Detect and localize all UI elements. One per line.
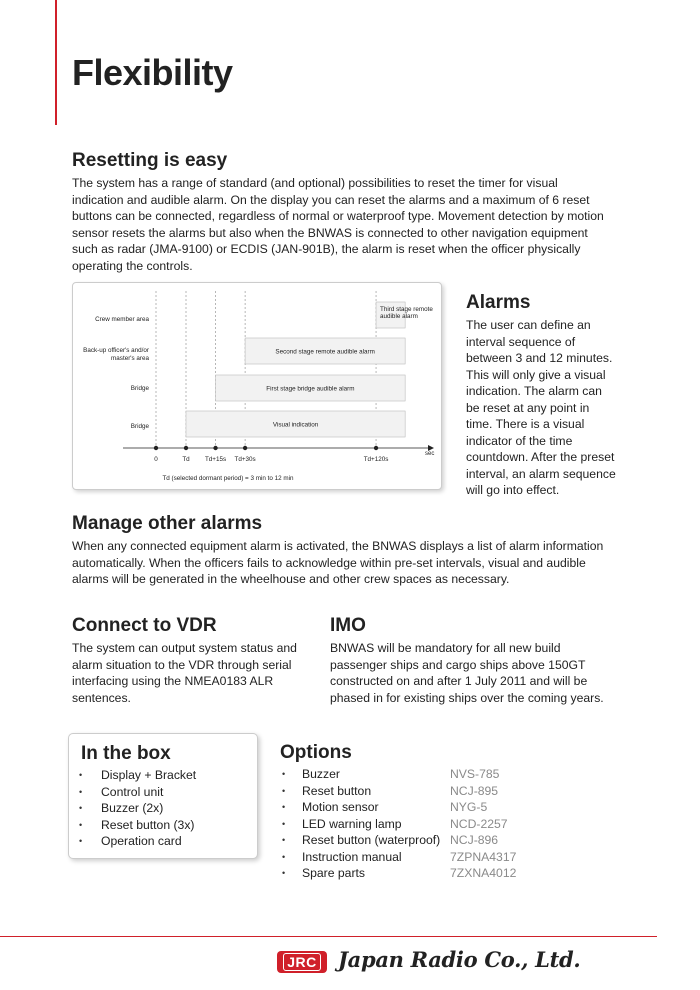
option-name: • Reset button (280, 783, 450, 800)
tick-dot-3 (243, 446, 247, 450)
options-section (280, 742, 580, 882)
alarms-body: The user can define an interval sequence of between 3 and 12 minutes. This will only give a visual indication. The alarm can be reset at any point in time. There is a visual indicator of the time countdown. After the preset interval, an alarm sequence will go into effect. (466, 318, 616, 497)
option-name: • Spare parts (280, 865, 450, 882)
tick-label-1: Td (182, 456, 190, 463)
list-item: • Operation card (69, 833, 196, 850)
imo-section (330, 615, 620, 706)
tick-dot-1 (184, 446, 188, 450)
imo-heading: IMO (330, 615, 366, 636)
resetting-body: The system has a range of standard (and optional) possibilities to reset the timer for visual indication and audible alarm. On the display you can reset the alarms and a maximum of 6 reset buttons can be connected, regardless of normal or waterproof type. Movement detection by motion sensor resets the alarms but also when the BNWAS is connected to other navigation equipment such as radar (JMA-9100) or ECDIS (JAN-901B), the alarm is reset when the officer physically operating the controls. (72, 176, 604, 273)
in-the-box-heading: In the box (81, 743, 171, 764)
resetting-heading: Resetting is easy (72, 150, 228, 171)
option-row (280, 783, 580, 800)
row-label-bridge-1: Bridge (130, 385, 149, 392)
list-item: • Buzzer (2x) (69, 800, 196, 817)
option-name: • Motion sensor (280, 799, 450, 816)
alarm-bar-label-1-0: Second stage remote audible alarm (275, 348, 375, 356)
option-code: 7ZPNA4317 (450, 849, 517, 864)
list-item: • Reset button (3x) (69, 817, 196, 834)
tick-dot-4 (374, 446, 378, 450)
alarm-bar-label-0-1: audible alarm (380, 313, 418, 320)
option-code: NVS-785 (450, 767, 500, 781)
option-row (280, 865, 580, 882)
row-label-crew: Crew member area (95, 316, 149, 323)
alarms-heading: Alarms (466, 292, 531, 313)
option-code: NCJ-896 (450, 833, 499, 847)
vdr-section (72, 615, 297, 706)
alarms-section (466, 292, 616, 499)
diagram-caption: Td (selected dormant period) = 3 min to 12 min (162, 475, 294, 482)
timeline-svg (73, 283, 441, 489)
row-label-backup-1: Back-up officer's and/or (83, 347, 149, 354)
manage-heading: Manage other alarms (72, 513, 263, 534)
jrc-logo (277, 951, 327, 973)
manage-section (72, 513, 607, 588)
tick-dot-0 (154, 446, 158, 450)
vdr-body: The system can output system status and alarm situation to the VDR through serial interfacing using the NMEA0183 ALR sentences. (72, 641, 297, 705)
alarm-timeline-diagram (72, 282, 442, 490)
tick-label-0: 0 (154, 456, 158, 463)
options-list (280, 766, 580, 882)
manage-body: When any connected equipment alarm is activated, the BNWAS displays a list of alarm information automatically. When the officers fails to acknowledge within pre-set intervals, visual and audible alarms will be generated in the wheelhouse and other crew spaces as necessary. (72, 539, 604, 586)
option-code: NCD-2257 (450, 816, 508, 831)
option-name: • LED warning lamp (280, 816, 450, 833)
alarm-bar-label-3-0: Visual indication (272, 421, 319, 429)
page-title: Flexibility (72, 52, 233, 93)
option-code: NCJ-895 (450, 783, 499, 798)
option-name: • Buzzer (280, 766, 450, 783)
accent-rule (55, 0, 57, 125)
in-the-box-panel (68, 733, 258, 859)
option-row (280, 766, 580, 783)
options-heading: Options (280, 742, 352, 763)
tick-label-4: Td+120s (363, 456, 389, 463)
footer-rule (0, 936, 657, 937)
option-code: 7ZXNA4012 (450, 866, 517, 880)
option-row (280, 849, 580, 866)
option-row (280, 816, 580, 833)
row-label-backup-2: master's area (111, 355, 149, 362)
tick-label-2: Td+15s (204, 456, 227, 463)
row-label-bridge-2: Bridge (130, 423, 149, 430)
list-item: • Display + Bracket (69, 767, 196, 784)
imo-body: BNWAS will be mandatory for all new build passenger ships and cargo ships above 150GT constructed on and after 1 July 2011 and will be phased in for existing ships over the coming years. (330, 641, 604, 705)
option-code: NYG-5 (450, 800, 488, 814)
option-row (280, 799, 580, 816)
in-the-box-list (69, 767, 196, 850)
vdr-heading: Connect to VDR (72, 615, 217, 636)
alarm-bar-label-2-0: First stage bridge audible alarm (266, 385, 355, 393)
option-name: • Instruction manual (280, 849, 450, 866)
alarm-bar-label-0-0: Third stage remote (380, 306, 433, 313)
company-name: Japan Radio Co., Ltd. (338, 947, 581, 972)
list-item: • Control unit (69, 784, 196, 801)
resetting-section (72, 150, 612, 274)
tick-label-3: Td+30s (234, 456, 256, 463)
tick-dot-2 (213, 446, 217, 450)
option-row (280, 832, 580, 849)
jrc-logo-text: JRC (283, 953, 321, 971)
axis-unit: sec (425, 451, 435, 457)
option-name: • Reset button (waterproof) (280, 832, 450, 849)
